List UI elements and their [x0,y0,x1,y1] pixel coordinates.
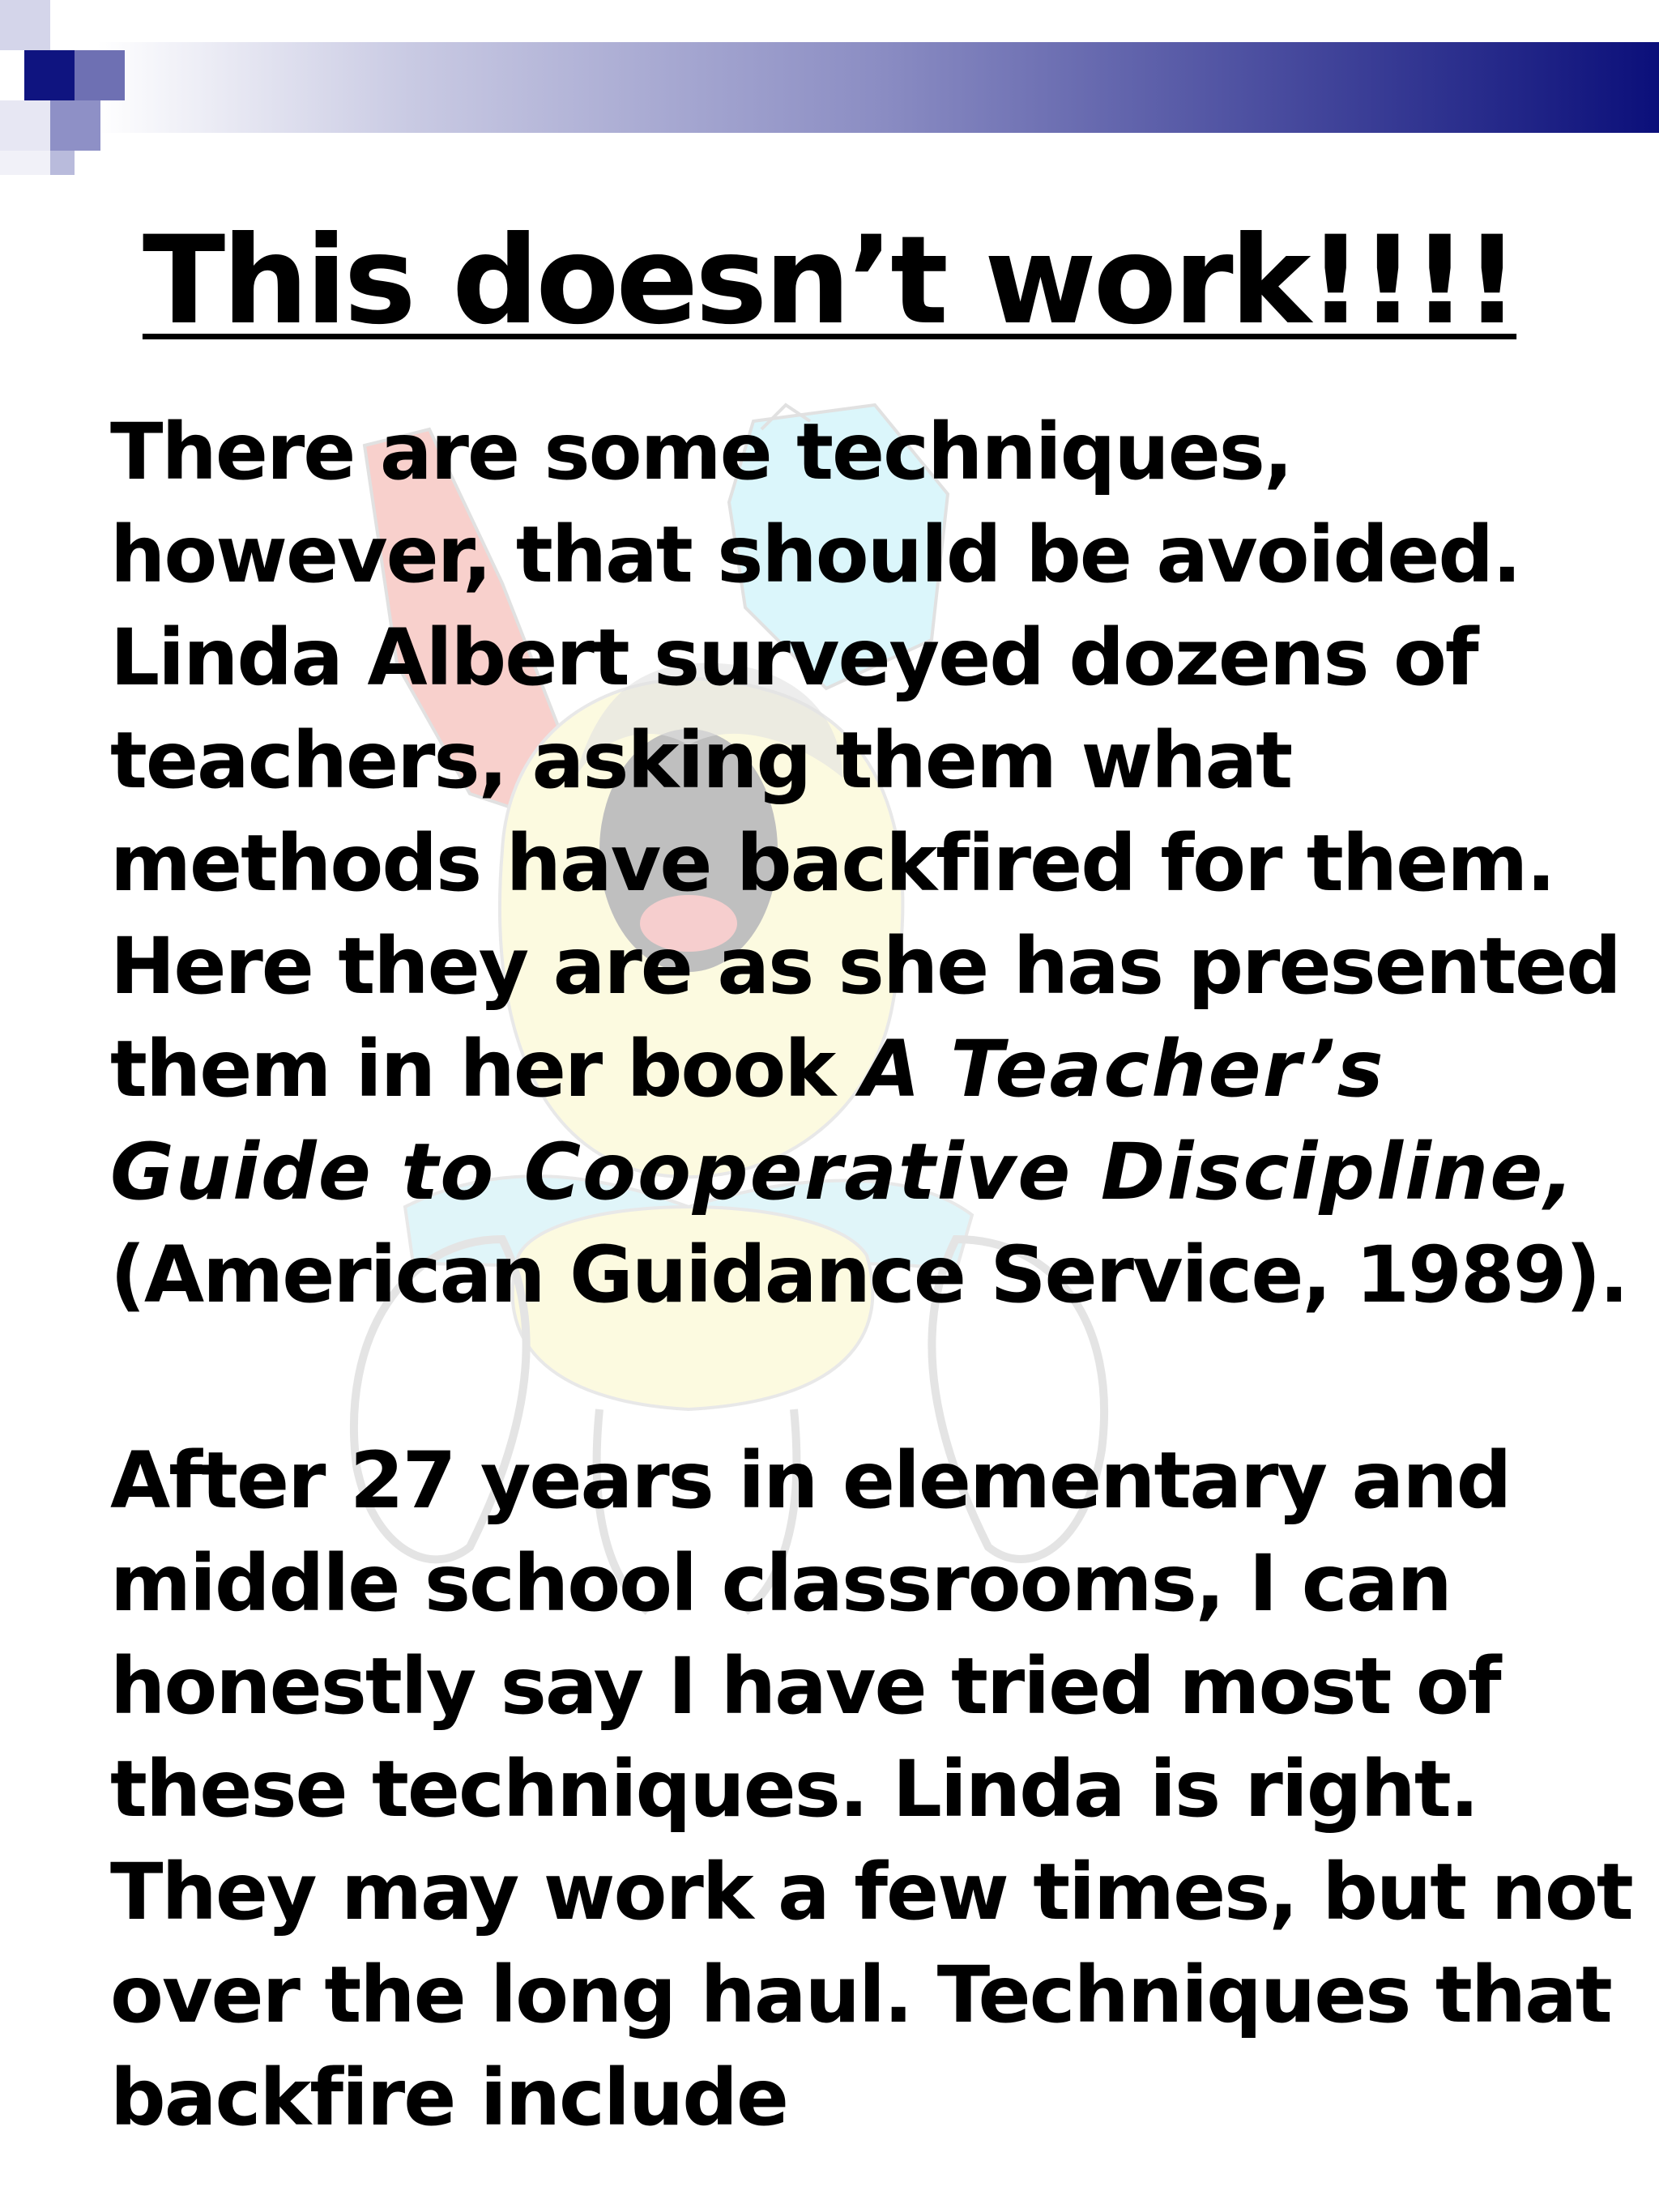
header-square [50,0,123,42]
slide-body [110,401,1633,2150]
header-square [0,0,50,50]
header-square [50,100,100,151]
header-square [0,100,50,151]
paragraph-spacer [110,1327,1633,1430]
header-gradient-bar [97,42,1659,133]
book-title: A Teacher’s Guide to Cooperative Discipline, [110,1024,1576,1217]
slide-title: This doesn’t work!!!! [142,211,1517,352]
paragraph-intro-citation: (American Guidance Service, 1989). [110,1230,1627,1320]
paragraph-intro-text: There are some techniques, however, that should be avoided. Linda Albert surveyed dozens of teachers, asking them what methods have backfired for them. Here they are as she has presented them in her book [110,407,1620,1115]
header-square [24,50,75,100]
paragraph-experience: After 27 years in elementary and middle school classrooms, I can honestly say I have tried most of these techniques. Linda is right. They may work a few times, but not over the long haul. Techniques that backfire include [110,1435,1632,2143]
header-square [75,50,125,100]
paragraph-intro [110,401,1633,1327]
header-square [0,151,50,175]
header-square [50,151,75,175]
